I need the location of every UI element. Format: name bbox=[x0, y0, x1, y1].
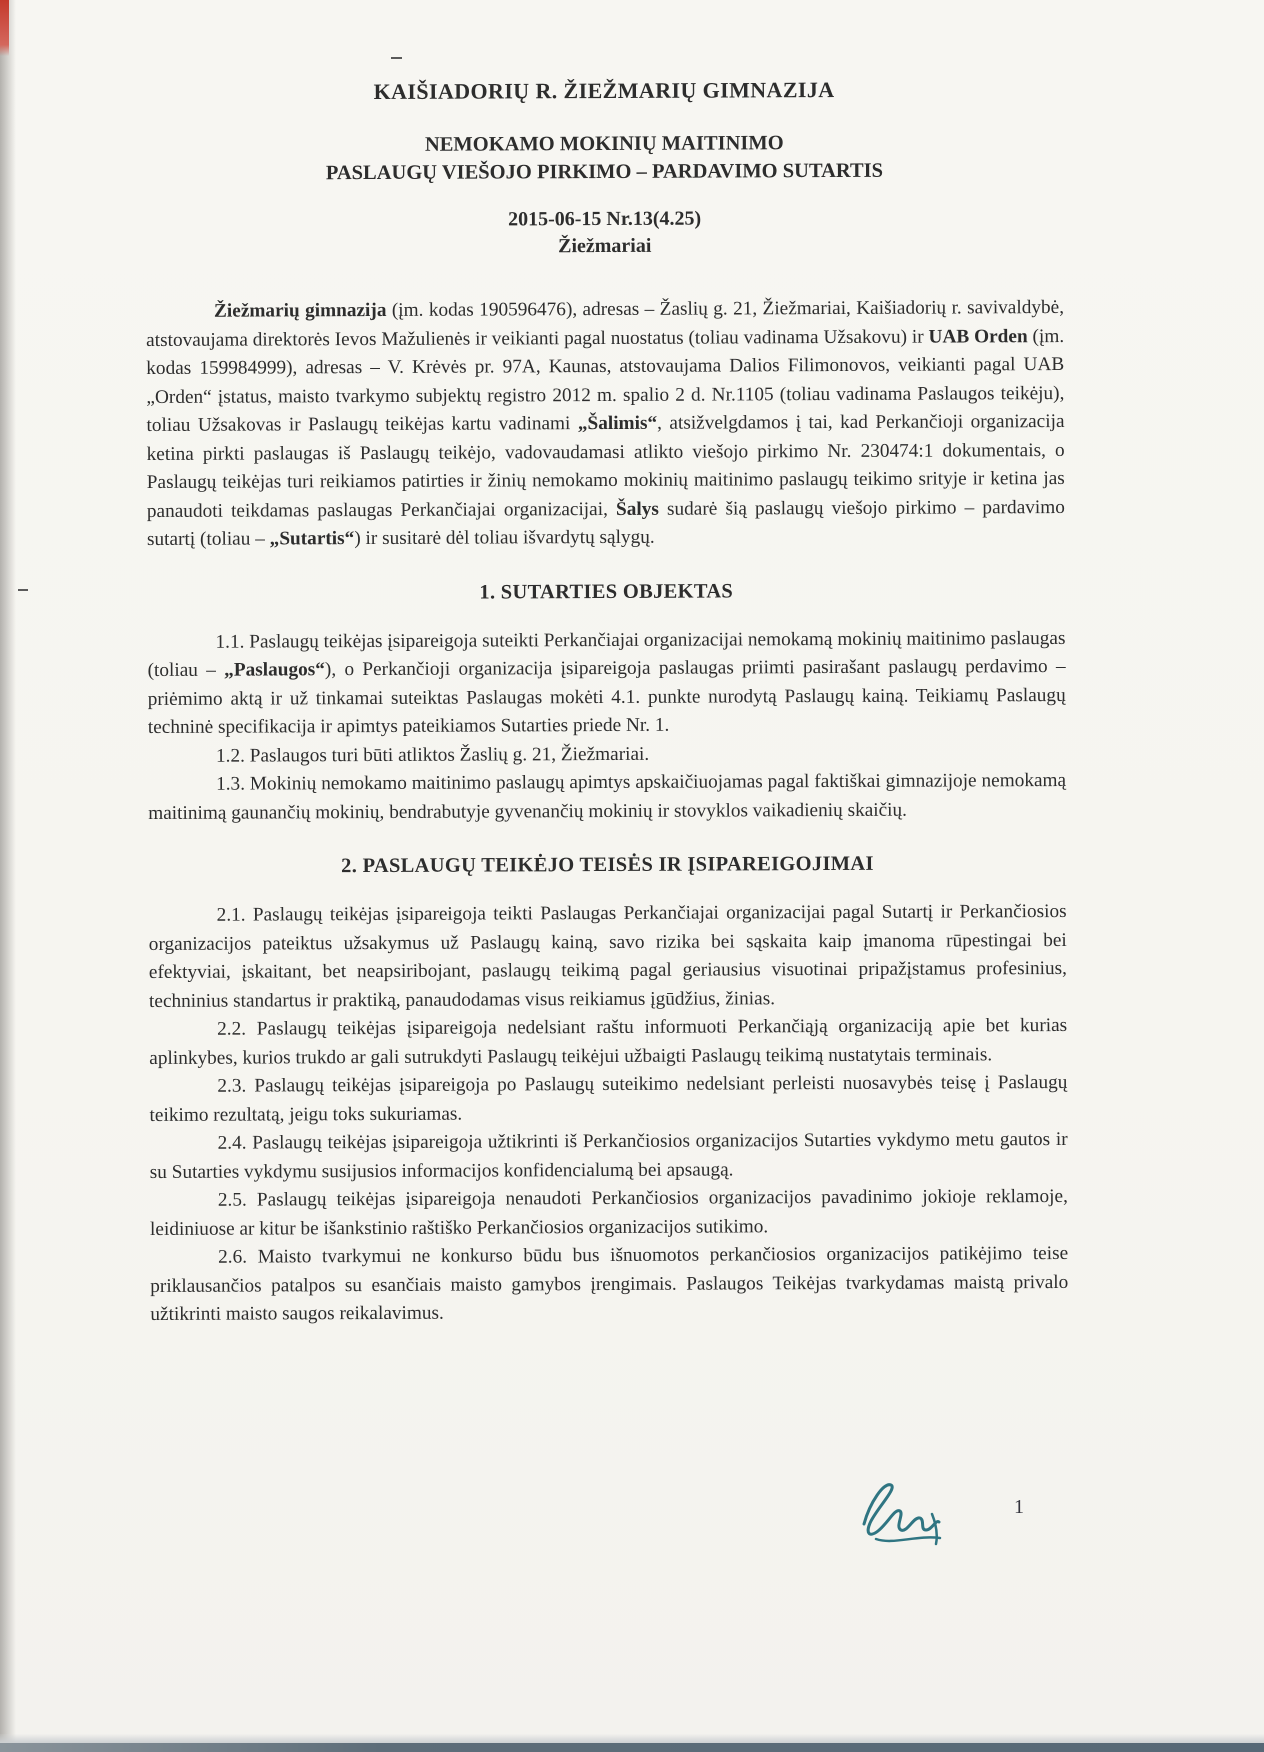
paragraph-1-1 bbox=[147, 624, 1065, 742]
text-segment: ) ir susitarė dėl toliau išvardytų sąlygų. bbox=[354, 526, 655, 550]
scan-artifact-dash bbox=[391, 57, 402, 59]
paragraph-2-4: 2.4. Paslaugų teikėjas įsipareigoja užtikrinti iš Perkančiosios organizacijos Sutarties vykdymo metu gautos ir su Sutarties vykdymu susijusios informacijos konfidencialumą bei apsaugą. bbox=[149, 1128, 1068, 1183]
text-segment: ), o Perkančioji organizacija įsipareigoja paslaugas priimti pasirašant paslaugų perdavimo – priėmimo aktą ir už tinkamai suteiktas Paslaugas mokėti 4.1. punkte nurodytą Paslaugų kainą. Teikiamų Paslaugų techninė specifikacija ir apimtys pateikiamos Sutarties priede Nr. 1. bbox=[147, 655, 1066, 738]
document-subtitle bbox=[145, 128, 1063, 188]
text-segment: 1.1. Paslaugų teikėjas įsipareigoja suteikti Perkančiajai organizacijai nemokamą mokinių maitinimo paslaugas (toliau – bbox=[147, 627, 1066, 681]
paragraph-2-2: 2.2. Paslaugų teikėjas įsipareigoja nedelsiant raštu informuoti Perkančiąją organizaciją apie bet kurias aplinkybes, kurios trukdo ar gali sutrukdyti Paslaugų teikėjui užbaigti Paslaugų teikimą nustatytais terminais. bbox=[149, 1014, 1068, 1069]
text-segment: „Paslaugos“ bbox=[224, 659, 325, 681]
document-place: Žiežmariai bbox=[558, 234, 652, 258]
document-content bbox=[145, 76, 1068, 1329]
scan-edge-bottom-dark bbox=[0, 1743, 1264, 1752]
text-segment: , atsižvelgdamos į tai, kad Perkančioji organizacija ketina pirkti paslaugas iš Paslaugų teikėjo, vadovaudamasi atlikto viešojo pirkimo Nr. 230474:1 dokumentais, o Paslaugų teikėjas turi reikiamos patirties ir žinių nemokamo mokinių maitinimo paslaugų teikimo srityje ir ketina jas panaudoti teikdamas paslaugas Perkančiajai organizacijai, bbox=[146, 410, 1065, 522]
text-segment: sudarė šią paslaugų viešojo pirkimo – pardavimo sutartį (toliau – bbox=[146, 496, 1065, 550]
signature-mark bbox=[848, 1472, 952, 1554]
text-segment: (įm. kodas 159984999), adresas – V. Krėvės pr. 97A, Kaunas, atstovaujama Dalios Filimonovos, veikianti pagal UAB „Orden“ įstatus, maisto tvarkymo subjektų registro 2012 m. spalio 2 d. Nr.1105 (toliau vadinama Paslaugos teikėju), toliau Užsakovas ir Paslaugų teikėjas kartu vadinami bbox=[146, 325, 1065, 436]
subtitle-line-1: NEMOKAMO MOKINIŲ MAITINIMO bbox=[424, 132, 784, 156]
paragraph-2-6: 2.6. Maisto tvarkymui ne konkurso būdu bus išnuomotos perkančiosios organizacijos patikėjimo teise priklausančios patalpos su esančiais maisto gamybos įrengimais. Paslaugos Teikėjas tvarkydamas maistą privalo užtikrinti maisto saugos reikalavimus. bbox=[150, 1242, 1069, 1325]
scan-edge-bottom-light bbox=[0, 1734, 1264, 1743]
document-meta bbox=[146, 204, 1064, 262]
text-segment: Šalys bbox=[615, 498, 659, 520]
intro-paragraph bbox=[146, 294, 1065, 555]
text-segment: UAB Orden bbox=[928, 325, 1028, 348]
section-1-heading: 1. SUTARTIES OBJEKTAS bbox=[479, 579, 734, 604]
page-number: 1 bbox=[1014, 1496, 1024, 1518]
text-segment: „Šalimis“ bbox=[577, 412, 658, 435]
paragraph-2-3: 2.3. Paslaugų teikėjas įsipareigoja po Paslaugų suteikimo nedelsiant perleisti nuosavybės teisę į Paslaugų teikimo rezultatą, jeigu toks sukuriamas. bbox=[149, 1071, 1068, 1126]
scan-artifact-red bbox=[0, 0, 9, 56]
paragraph-1-3: 1.3. Mokinių nemokamo maitinimo paslaugų apimtys apskaičiuojamas pagal faktiškai gimnazijoje nemokamą maitinimą gaunančių mokinių, bendrabutyje gyvenančių mokinių ir stovyklos vaikadienių skaičių. bbox=[148, 769, 1067, 824]
document-title: KAIŠIADORIŲ R. ŽIEŽMARIŲ GIMNAZIJA bbox=[373, 76, 835, 105]
text-segment: Žiežmarių gimnazija bbox=[213, 299, 387, 322]
text-segment: „Sutartis“ bbox=[269, 528, 355, 550]
scan-artifact-dash bbox=[18, 589, 28, 591]
paragraph-2-5: 2.5. Paslaugų teikėjas įsipareigoja nenaudoti Perkančiosios organizacijos pavadinimo jokioje reklamoje, leidiniuose ar kitur be išankstinio raštiško Perkančiosios organizacijos sutikimo. bbox=[149, 1185, 1068, 1240]
document-date-number: 2015-06-15 Nr.13(4.25) bbox=[508, 207, 702, 231]
paragraph-2-1: 2.1. Paslaugų teikėjas įsipareigoja teikti Paslaugas Perkančiajai organizacijai pagal Sutartį ir Perkančiosios organizacijos pateiktus užsakymus už Paslaugų kainą, savo rizika bei sąskaita kaip įmanoma rūpestingai bei efektyviai, įskaitant, bet neapsiribojant, paslaugų teikimą pagal geriausius visuotinai pripažįstamus profesinius, techninius standartus ir praktiką, panaudodamas visus reikiamus įgūdžius, žinias. bbox=[148, 900, 1067, 1012]
paragraph-1-2: 1.2. Paslaugos turi būti atliktos Žaslių g. 21, Žiežmariai. bbox=[215, 743, 650, 767]
section-2-heading: 2. PASLAUGŲ TEIKĖJO TEISĖS IR ĮSIPAREIGOJIMAI bbox=[341, 852, 874, 878]
text-segment: (įm. kodas 190596476), adresas – Žaslių g. 21, Žiežmariai, Kaišiadorių r. savivaldybė, atstovaujama direktorės Ievos Mažulienės ir veikianti pagal nuostatus (toliau vadinama Užsakovu) ir bbox=[146, 296, 1065, 351]
scan-edge-left bbox=[0, 0, 16, 1752]
subtitle-line-2: PASLAUGŲ VIEŠOJO PIRKIMO – PARDAVIMO SUTARTIS bbox=[325, 159, 884, 185]
